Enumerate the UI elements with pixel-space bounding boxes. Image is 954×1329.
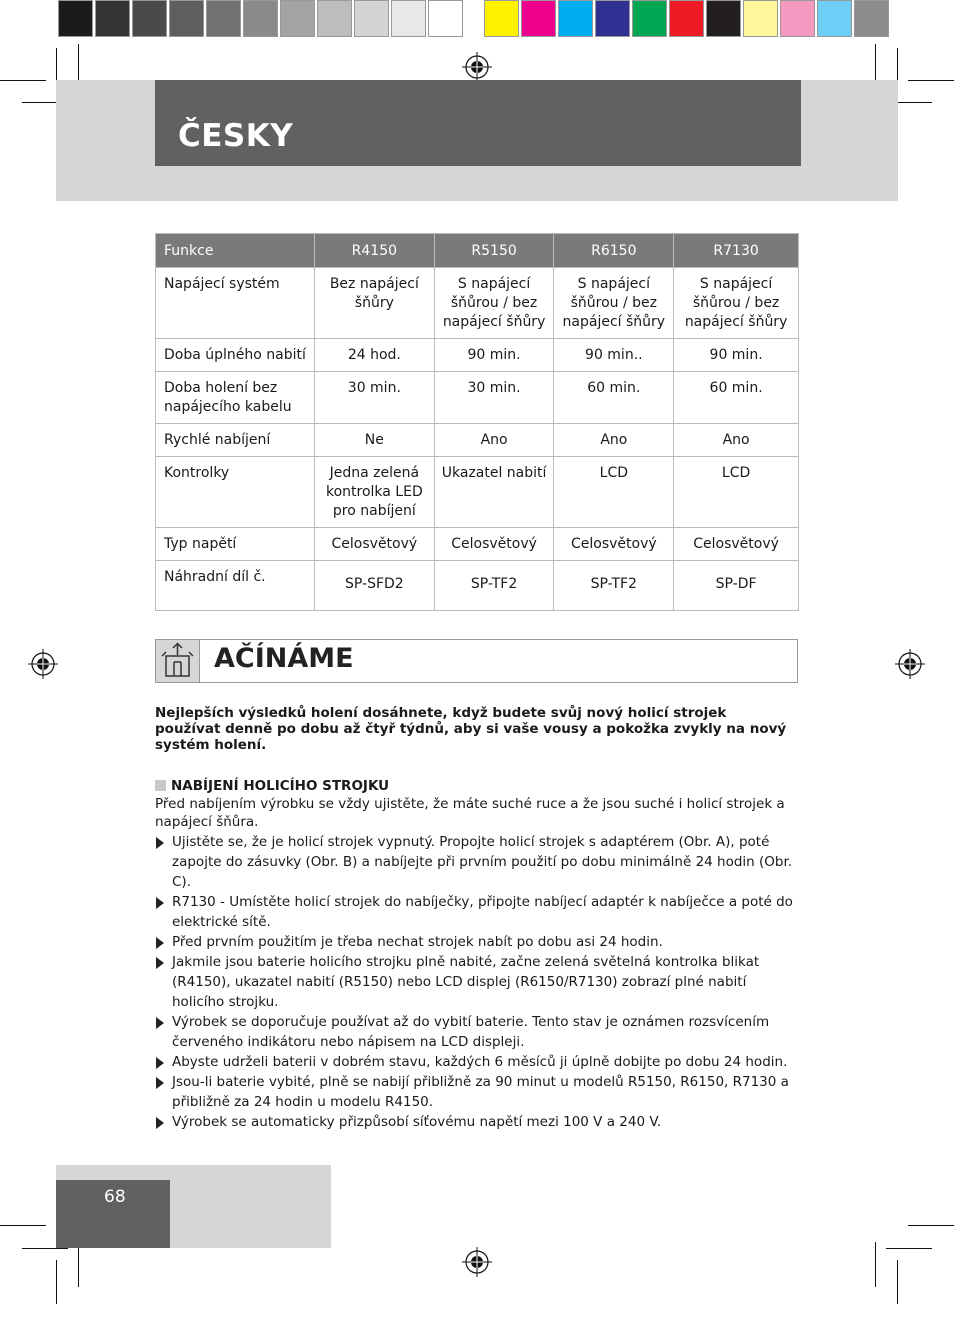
unbox-icon xyxy=(156,640,199,682)
list-item: Jakmile jsou baterie holicího strojku plně nabité, začne zelená světelná kontrolka blikat (R4150), ukazatel nabití (R5150) nebo LCD displej (R6150/R7130) zobrazí plné nabití holicího strojku. xyxy=(155,952,800,1012)
crop-mark xyxy=(22,1248,68,1249)
list-item: Výrobek se automaticky přizpůsobí síťovému napětí mezi 100 V a 240 V. xyxy=(155,1112,800,1132)
table-cell: S napájecí šňůrou / bez napájecí šňůry xyxy=(674,268,799,339)
table-cell: SP-SFD2 xyxy=(314,561,434,611)
table-cell: LCD xyxy=(674,457,799,528)
table-row xyxy=(156,339,799,372)
color-swatch xyxy=(317,0,352,37)
color-swatch xyxy=(706,0,741,37)
list-item: Jsou-li baterie vybité, plně se nabijí přibližně za 90 minut u modelů R5150, R6150, R7130 a přibližně za 24 hodin u modelu R4150. xyxy=(155,1072,800,1112)
table-header-row xyxy=(156,234,799,268)
registration-mark-icon xyxy=(895,649,925,679)
color-swatch xyxy=(169,0,204,37)
table-row-label: Typ napětí xyxy=(156,528,315,561)
crop-mark xyxy=(0,1225,46,1226)
table-cell: Bez napájecí šňůry xyxy=(314,268,434,339)
table-row-label: Napájecí systém xyxy=(156,268,315,339)
crop-mark xyxy=(78,1242,79,1287)
color-swatch xyxy=(817,0,852,37)
table-cell: Celosvětový xyxy=(554,528,674,561)
lead-paragraph: Nejlepších výsledků holení dosáhnete, když budete svůj nový holicí strojek používat denně po dobu až čtyř týdnů, aby si vaše vousy a pokožka zvykly na nový systém holení. xyxy=(155,705,787,753)
table-cell: Celosvětový xyxy=(674,528,799,561)
table-cell: Ne xyxy=(314,424,434,457)
color-swatch xyxy=(595,0,630,37)
table-cell: Ano xyxy=(554,424,674,457)
color-swatch xyxy=(669,0,704,37)
color-swatch xyxy=(95,0,130,37)
crop-mark xyxy=(0,80,46,81)
table-header-cell: R4150 xyxy=(314,234,434,268)
crop-mark xyxy=(897,1260,898,1304)
registration-mark-icon xyxy=(28,649,58,679)
table-cell: Jedna zelená kontrolka LED pro nabíjení xyxy=(314,457,434,528)
table-row xyxy=(156,372,799,424)
table-row-label: Doba úplného nabití xyxy=(156,339,315,372)
steps-list xyxy=(155,832,800,1132)
grayscale-color-bar xyxy=(58,0,465,40)
crop-mark xyxy=(908,80,954,81)
table-cell: 90 min.. xyxy=(554,339,674,372)
color-swatch xyxy=(354,0,389,37)
color-swatch xyxy=(632,0,667,37)
table-cell: SP-DF xyxy=(674,561,799,611)
list-item: Před prvním použitím je třeba nechat strojek nabít po dobu asi 24 hodin. xyxy=(155,932,800,952)
crop-mark xyxy=(56,1260,57,1304)
table-row xyxy=(156,561,799,611)
table-header-cell: R7130 xyxy=(674,234,799,268)
page-title: ČESKY xyxy=(178,118,294,154)
table-cell: 90 min. xyxy=(674,339,799,372)
color-swatch xyxy=(58,0,93,37)
page-number: 68 xyxy=(104,1187,126,1207)
table-header-cell: Funkce xyxy=(156,234,315,268)
section-icon-box xyxy=(156,640,200,682)
crop-mark xyxy=(875,1242,876,1287)
color-swatch xyxy=(743,0,778,37)
section-title: AČÍNÁME xyxy=(214,643,354,674)
table-cell: Ano xyxy=(434,424,554,457)
table-cell: S napájecí šňůrou / bez napájecí šňůry xyxy=(554,268,674,339)
table-cell: 90 min. xyxy=(434,339,554,372)
table-cell: S napájecí šňůrou / bez napájecí šňůry xyxy=(434,268,554,339)
table-row xyxy=(156,457,799,528)
color-swatch xyxy=(484,0,519,37)
table-row xyxy=(156,268,799,339)
table-cell: 60 min. xyxy=(554,372,674,424)
table-cell: Ano xyxy=(674,424,799,457)
color-swatch xyxy=(854,0,889,37)
table-row xyxy=(156,528,799,561)
crop-mark xyxy=(886,1248,932,1249)
table-header-cell: R6150 xyxy=(554,234,674,268)
table-cell: Ukazatel nabití xyxy=(434,457,554,528)
table-cell: Celosvětový xyxy=(434,528,554,561)
table-cell: Celosvětový xyxy=(314,528,434,561)
table-cell: SP-TF2 xyxy=(554,561,674,611)
color-swatch xyxy=(428,0,463,37)
color-swatch xyxy=(280,0,315,37)
list-item: Ujistěte se, že je holicí strojek vypnutý. Propojte holicí strojek s adaptérem (Obr. A), poté zapojte do zásuvky (Obr. B) a nabíjejte při prvním použití po dobu minimálně 24 hodin (Obr. C). xyxy=(155,832,800,892)
subsection-heading xyxy=(155,778,389,794)
subsection-title: NABÍJENÍ HOLICÍHO STROJKU xyxy=(171,778,390,794)
list-item: R7130 - Umístěte holicí strojek do nabíječky, připojte nabíjecí adaptér k nabíječce a poté do elektrické sítě. xyxy=(155,892,800,932)
color-swatch xyxy=(558,0,593,37)
list-item: Abyste udrželi baterii v dobrém stavu, každých 6 měsíců ji úplně dobijte po dobu 24 hodin. xyxy=(155,1052,800,1072)
table-row xyxy=(156,424,799,457)
registration-mark-icon xyxy=(462,52,492,82)
table-row-label: Kontrolky xyxy=(156,457,315,528)
color-swatch xyxy=(391,0,426,37)
table-cell: 30 min. xyxy=(314,372,434,424)
list-item: Výrobek se doporučuje používat až do vybití baterie. Tento stav je oznámen rozsvícením červeného indikátoru nebo nápisem na LCD displeji. xyxy=(155,1012,800,1052)
table-header-cell: R5150 xyxy=(434,234,554,268)
intro-paragraph: Před nabíjením výrobku se vždy ujistěte, že máte suché ruce a že jsou suché i holicí strojek a napájecí šňůra. xyxy=(155,796,785,830)
crop-mark xyxy=(908,1225,954,1226)
color-swatch xyxy=(206,0,241,37)
table-row-label: Náhradní díl č. xyxy=(156,561,315,611)
registration-mark-icon xyxy=(462,1247,492,1277)
section-header xyxy=(155,639,798,683)
color-swatch xyxy=(243,0,278,37)
color-swatch xyxy=(521,0,556,37)
process-color-bar xyxy=(484,0,891,40)
color-swatch xyxy=(780,0,815,37)
table-cell: LCD xyxy=(554,457,674,528)
square-bullet-icon xyxy=(155,780,166,791)
table-cell: 60 min. xyxy=(674,372,799,424)
table-cell: 30 min. xyxy=(434,372,554,424)
table-cell: SP-TF2 xyxy=(434,561,554,611)
color-swatch xyxy=(132,0,167,37)
spec-table xyxy=(155,233,799,611)
table-row-label: Doba holení bez napájecího kabelu xyxy=(156,372,315,424)
table-cell: 24 hod. xyxy=(314,339,434,372)
table-row-label: Rychlé nabíjení xyxy=(156,424,315,457)
